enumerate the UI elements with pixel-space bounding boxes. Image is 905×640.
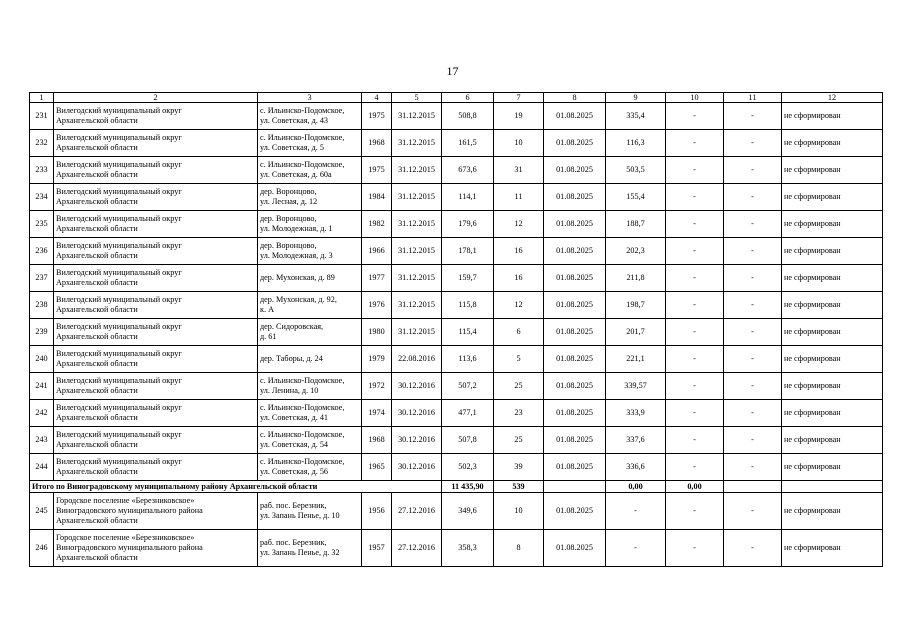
address-cell (258, 319, 362, 346)
year-cell: 1957 (362, 530, 392, 567)
owner-line: Архангельской области (56, 305, 138, 314)
owner-line: Архангельской области (56, 278, 138, 287)
address-line: с. Ильинско-Подомское, (260, 430, 345, 439)
area2-cell: - (606, 493, 666, 530)
address-line: ул. Лесная, д. 12 (260, 197, 318, 206)
plan-date-cell: 01.08.2025 (544, 319, 606, 346)
area-cell: 349,6 (442, 493, 494, 530)
plan-date-cell: 01.08.2025 (544, 400, 606, 427)
table-row (30, 400, 883, 427)
column-header: 3 (258, 93, 362, 103)
address-line: ул. Ленина, д. 10 (260, 386, 319, 395)
count-cell: 23 (494, 400, 544, 427)
address-line: ул. Советская, д. 56 (260, 467, 329, 476)
col11-cell: - (724, 292, 782, 319)
count-cell: 12 (494, 211, 544, 238)
col10-cell: - (666, 265, 724, 292)
date-cell: 30.12.2016 (392, 427, 442, 454)
area-cell: 159,7 (442, 265, 494, 292)
plan-date-cell: 01.08.2025 (544, 530, 606, 567)
year-cell: 1974 (362, 400, 392, 427)
area2-cell: 188,7 (606, 211, 666, 238)
row-number-cell: 235 (30, 211, 54, 238)
area-cell: 179,6 (442, 211, 494, 238)
area-cell: 358,3 (442, 530, 494, 567)
col10-cell: - (666, 211, 724, 238)
owner-cell (54, 346, 258, 373)
status-cell: не сформирован (782, 238, 883, 265)
address-line: к. А (260, 305, 274, 314)
owner-line: Городское поселение «Березниковское» (56, 496, 195, 505)
year-cell: 1968 (362, 130, 392, 157)
column-number-header (30, 93, 883, 103)
owner-line: Виноградовского муниципального района (56, 543, 203, 552)
col10-cell: - (666, 373, 724, 400)
row-number-cell: 242 (30, 400, 54, 427)
area2-cell: 337,6 (606, 427, 666, 454)
date-cell: 31.12.2015 (392, 184, 442, 211)
total-row (30, 481, 883, 493)
column-header: 12 (782, 93, 883, 103)
count-cell: 39 (494, 454, 544, 481)
owner-line: Вилегодский муниципальный округ (56, 268, 182, 277)
row-number-cell: 241 (30, 373, 54, 400)
address-line: ул. Советская, д. 5 (260, 143, 324, 152)
row-number-cell: 237 (30, 265, 54, 292)
area-cell: 115,4 (442, 319, 494, 346)
area-cell: 508,8 (442, 103, 494, 130)
col10-cell: - (666, 400, 724, 427)
count-cell: 25 (494, 427, 544, 454)
count-cell: 10 (494, 493, 544, 530)
count-cell: 12 (494, 292, 544, 319)
table-row (30, 493, 883, 530)
address-cell (258, 292, 362, 319)
owner-line: Архангельской области (56, 413, 138, 422)
col11-cell: - (724, 103, 782, 130)
plan-date-cell: 01.08.2025 (544, 265, 606, 292)
column-header: 9 (606, 93, 666, 103)
area-cell: 673,6 (442, 157, 494, 184)
owner-line: Архангельской области (56, 143, 138, 152)
owner-line: Архангельской области (56, 359, 138, 368)
owner-line: Вилегодский муниципальный округ (56, 160, 182, 169)
col11-cell: - (724, 454, 782, 481)
date-cell: 31.12.2015 (392, 211, 442, 238)
page-number: 17 (446, 64, 459, 78)
address-line: с. Ильинско-Подомское, (260, 457, 345, 466)
col11-cell: - (724, 319, 782, 346)
column-header: 1 (30, 93, 54, 103)
table-row (30, 211, 883, 238)
plan-date-cell: 01.08.2025 (544, 130, 606, 157)
col10-cell: - (666, 530, 724, 567)
year-cell: 1977 (362, 265, 392, 292)
table-row (30, 130, 883, 157)
address-line: дер. Воронцово, (260, 187, 317, 196)
table-row (30, 346, 883, 373)
date-cell: 31.12.2015 (392, 238, 442, 265)
year-cell: 1980 (362, 319, 392, 346)
count-cell: 5 (494, 346, 544, 373)
area2-cell: 333,9 (606, 400, 666, 427)
column-header: 4 (362, 93, 392, 103)
address-line: дер. Сидоровская, (260, 322, 324, 331)
address-line: с. Ильинско-Подомское, (260, 160, 345, 169)
address-line: раб. пос. Березник, (260, 538, 327, 547)
status-cell: не сформирован (782, 211, 883, 238)
plan-date-cell: 01.08.2025 (544, 211, 606, 238)
owner-line: Вилегодский муниципальный округ (56, 457, 182, 466)
area-cell: 161,5 (442, 130, 494, 157)
year-cell: 1966 (362, 238, 392, 265)
owner-line: Архангельской области (56, 440, 138, 449)
count-cell: 31 (494, 157, 544, 184)
area2-cell: 155,4 (606, 184, 666, 211)
address-line: ул. Советская, д. 43 (260, 116, 329, 125)
column-header: 8 (544, 93, 606, 103)
col11-cell: - (724, 400, 782, 427)
area2-cell: 116,3 (606, 130, 666, 157)
table-body (30, 93, 883, 567)
address-line: ул. Запань Пенье, д. 32 (260, 548, 340, 557)
total-area-cell: 11 435,90 (442, 481, 494, 493)
area-cell: 507,8 (442, 427, 494, 454)
col10-cell: - (666, 157, 724, 184)
address-line: дер. Мухонская, д. 89 (260, 273, 335, 282)
date-cell: 31.12.2015 (392, 292, 442, 319)
col10-cell: - (666, 184, 724, 211)
date-cell: 31.12.2015 (392, 157, 442, 184)
address-cell (258, 265, 362, 292)
status-cell: не сформирован (782, 427, 883, 454)
owner-cell (54, 292, 258, 319)
col11-cell: - (724, 427, 782, 454)
address-line: с. Ильинско-Подомское, (260, 133, 345, 142)
owner-line: Вилегодский муниципальный округ (56, 295, 182, 304)
address-cell (258, 157, 362, 184)
plan-date-cell: 01.08.2025 (544, 292, 606, 319)
year-cell: 1976 (362, 292, 392, 319)
row-number-cell: 238 (30, 292, 54, 319)
col11-cell: - (724, 530, 782, 567)
area-cell: 114,1 (442, 184, 494, 211)
year-cell: 1975 (362, 103, 392, 130)
count-cell: 19 (494, 103, 544, 130)
column-header: 11 (724, 93, 782, 103)
address-line: дер. Таборы, д. 24 (260, 354, 323, 363)
plan-date-cell: 01.08.2025 (544, 157, 606, 184)
col10-cell: - (666, 319, 724, 346)
owner-cell (54, 400, 258, 427)
owner-line: Вилегодский муниципальный округ (56, 349, 182, 358)
status-cell: не сформирован (782, 373, 883, 400)
total-empty-cell (782, 481, 883, 493)
col11-cell: - (724, 373, 782, 400)
address-line: д. 61 (260, 332, 277, 341)
column-header: 2 (54, 93, 258, 103)
owner-line: Вилегодский муниципальный округ (56, 376, 182, 385)
total-col10-cell: 0,00 (666, 481, 724, 493)
table-row (30, 157, 883, 184)
year-cell: 1979 (362, 346, 392, 373)
owner-line: Вилегодский муниципальный округ (56, 133, 182, 142)
col11-cell: - (724, 493, 782, 530)
count-cell: 11 (494, 184, 544, 211)
area2-cell: 198,7 (606, 292, 666, 319)
owner-cell (54, 530, 258, 567)
date-cell: 22.08.2016 (392, 346, 442, 373)
address-cell (258, 530, 362, 567)
owner-line: Архангельской области (56, 116, 138, 125)
total-empty-cell (544, 481, 606, 493)
status-cell: не сформирован (782, 530, 883, 567)
area2-cell: 221,1 (606, 346, 666, 373)
address-cell (258, 103, 362, 130)
owner-line: Архангельской области (56, 170, 138, 179)
total-label-cell: Итого по Виноградовскому муниципальному району Архангельской области (30, 481, 442, 493)
count-cell: 25 (494, 373, 544, 400)
area-cell: 115,8 (442, 292, 494, 319)
col11-cell: - (724, 130, 782, 157)
area2-cell: 335,4 (606, 103, 666, 130)
owner-cell (54, 373, 258, 400)
area2-cell: 339,57 (606, 373, 666, 400)
col10-cell: - (666, 454, 724, 481)
status-cell: не сформирован (782, 184, 883, 211)
address-line: ул. Молодежная, д. 3 (260, 251, 333, 260)
owner-cell (54, 265, 258, 292)
count-cell: 16 (494, 238, 544, 265)
date-cell: 27.12.2016 (392, 493, 442, 530)
status-cell: не сформирован (782, 157, 883, 184)
col11-cell: - (724, 211, 782, 238)
year-cell: 1956 (362, 493, 392, 530)
area-cell: 178,1 (442, 238, 494, 265)
col10-cell: - (666, 103, 724, 130)
owner-line: Архангельской области (56, 516, 138, 525)
table-row (30, 373, 883, 400)
year-cell: 1975 (362, 157, 392, 184)
address-line: дер. Воронцово, (260, 214, 317, 223)
total-empty-cell (724, 481, 782, 493)
plan-date-cell: 01.08.2025 (544, 427, 606, 454)
owner-line: Вилегодский муниципальный округ (56, 241, 182, 250)
table-row (30, 238, 883, 265)
owner-cell (54, 493, 258, 530)
table-row (30, 530, 883, 567)
owner-line: Архангельской области (56, 553, 138, 562)
area-cell: 477,1 (442, 400, 494, 427)
address-line: дер. Воронцово, (260, 241, 317, 250)
owner-cell (54, 103, 258, 130)
row-number-cell: 236 (30, 238, 54, 265)
col10-cell: - (666, 238, 724, 265)
date-cell: 31.12.2015 (392, 103, 442, 130)
address-cell (258, 238, 362, 265)
address-line: с. Ильинско-Подомское, (260, 403, 345, 412)
owner-line: Архангельской области (56, 467, 138, 476)
owner-cell (54, 157, 258, 184)
address-cell (258, 454, 362, 481)
owner-line: Архангельской области (56, 197, 138, 206)
col11-cell: - (724, 157, 782, 184)
row-number-cell: 240 (30, 346, 54, 373)
table-row (30, 454, 883, 481)
row-number-cell: 245 (30, 493, 54, 530)
owner-line: Вилегодский муниципальный округ (56, 430, 182, 439)
col11-cell: - (724, 265, 782, 292)
col10-cell: - (666, 292, 724, 319)
address-cell (258, 211, 362, 238)
status-cell: не сформирован (782, 454, 883, 481)
area2-cell: 202,3 (606, 238, 666, 265)
owner-line: Виноградовского муниципального района (56, 506, 203, 515)
address-cell (258, 373, 362, 400)
row-number-cell: 239 (30, 319, 54, 346)
area2-cell: 336,6 (606, 454, 666, 481)
table-row (30, 265, 883, 292)
col10-cell: - (666, 130, 724, 157)
address-line: с. Ильинско-Подомское, (260, 376, 345, 385)
area-cell: 502,3 (442, 454, 494, 481)
plan-date-cell: 01.08.2025 (544, 454, 606, 481)
date-cell: 31.12.2015 (392, 319, 442, 346)
address-line: ул. Советская, д. 54 (260, 440, 329, 449)
owner-cell (54, 238, 258, 265)
year-cell: 1984 (362, 184, 392, 211)
date-cell: 30.12.2016 (392, 373, 442, 400)
area-cell: 113,6 (442, 346, 494, 373)
owner-line: Архангельской области (56, 251, 138, 260)
address-cell (258, 493, 362, 530)
address-line: ул. Молодежная, д. 1 (260, 224, 333, 233)
plan-date-cell: 01.08.2025 (544, 184, 606, 211)
area-cell: 507,2 (442, 373, 494, 400)
col11-cell: - (724, 184, 782, 211)
plan-date-cell: 01.08.2025 (544, 346, 606, 373)
owner-cell (54, 211, 258, 238)
status-cell: не сформирован (782, 346, 883, 373)
owner-line: Вилегодский муниципальный округ (56, 106, 182, 115)
col10-cell: - (666, 346, 724, 373)
status-cell: не сформирован (782, 103, 883, 130)
row-number-cell: 233 (30, 157, 54, 184)
date-cell: 30.12.2016 (392, 454, 442, 481)
status-cell: не сформирован (782, 292, 883, 319)
date-cell: 31.12.2015 (392, 130, 442, 157)
status-cell: не сформирован (782, 319, 883, 346)
row-number-cell: 246 (30, 530, 54, 567)
area2-cell: 211,8 (606, 265, 666, 292)
status-cell: не сформирован (782, 493, 883, 530)
status-cell: не сформирован (782, 265, 883, 292)
plan-date-cell: 01.08.2025 (544, 373, 606, 400)
table-row (30, 103, 883, 130)
year-cell: 1968 (362, 427, 392, 454)
owner-line: Вилегодский муниципальный округ (56, 187, 182, 196)
count-cell: 6 (494, 319, 544, 346)
date-cell: 31.12.2015 (392, 265, 442, 292)
column-header: 6 (442, 93, 494, 103)
owner-line: Архангельской области (56, 332, 138, 341)
row-number-cell: 234 (30, 184, 54, 211)
year-cell: 1972 (362, 373, 392, 400)
registry-table (29, 92, 883, 567)
date-cell: 30.12.2016 (392, 400, 442, 427)
col10-cell: - (666, 427, 724, 454)
table-row (30, 184, 883, 211)
column-header: 5 (392, 93, 442, 103)
col10-cell: - (666, 493, 724, 530)
owner-line: Вилегодский муниципальный округ (56, 322, 182, 331)
plan-date-cell: 01.08.2025 (544, 103, 606, 130)
address-cell (258, 400, 362, 427)
table-row (30, 319, 883, 346)
status-cell: не сформирован (782, 400, 883, 427)
address-cell (258, 346, 362, 373)
owner-cell (54, 130, 258, 157)
total-count-cell: 539 (494, 481, 544, 493)
count-cell: 8 (494, 530, 544, 567)
address-line: раб. пос. Березник, (260, 501, 327, 510)
column-header: 7 (494, 93, 544, 103)
owner-line: Архангельской области (56, 386, 138, 395)
total-area2-cell: 0,00 (606, 481, 666, 493)
table-row (30, 292, 883, 319)
address-line: дер. Мухонская, д. 92, (260, 295, 337, 304)
owner-cell (54, 184, 258, 211)
table-row (30, 427, 883, 454)
row-number-cell: 232 (30, 130, 54, 157)
owner-cell (54, 454, 258, 481)
status-cell: не сформирован (782, 130, 883, 157)
address-cell (258, 427, 362, 454)
year-cell: 1982 (362, 211, 392, 238)
address-line: с. Ильинско-Подомское, (260, 106, 345, 115)
owner-cell (54, 427, 258, 454)
plan-date-cell: 01.08.2025 (544, 493, 606, 530)
area2-cell: - (606, 530, 666, 567)
row-number-cell: 231 (30, 103, 54, 130)
address-line: ул. Советская, д. 60а (260, 170, 332, 179)
count-cell: 16 (494, 265, 544, 292)
address-line: ул. Запань Пенье, д. 10 (260, 511, 340, 520)
owner-line: Вилегодский муниципальный округ (56, 403, 182, 412)
column-header: 10 (666, 93, 724, 103)
area2-cell: 201,7 (606, 319, 666, 346)
area2-cell: 503,5 (606, 157, 666, 184)
owner-line: Архангельской области (56, 224, 138, 233)
count-cell: 10 (494, 130, 544, 157)
address-line: ул. Советская, д. 41 (260, 413, 329, 422)
col11-cell: - (724, 238, 782, 265)
address-cell (258, 130, 362, 157)
owner-line: Вилегодский муниципальный округ (56, 214, 182, 223)
plan-date-cell: 01.08.2025 (544, 238, 606, 265)
row-number-cell: 244 (30, 454, 54, 481)
row-number-cell: 243 (30, 427, 54, 454)
date-cell: 27.12.2016 (392, 530, 442, 567)
col11-cell: - (724, 346, 782, 373)
owner-cell (54, 319, 258, 346)
owner-line: Городское поселение «Березниковское» (56, 533, 195, 542)
year-cell: 1965 (362, 454, 392, 481)
address-cell (258, 184, 362, 211)
